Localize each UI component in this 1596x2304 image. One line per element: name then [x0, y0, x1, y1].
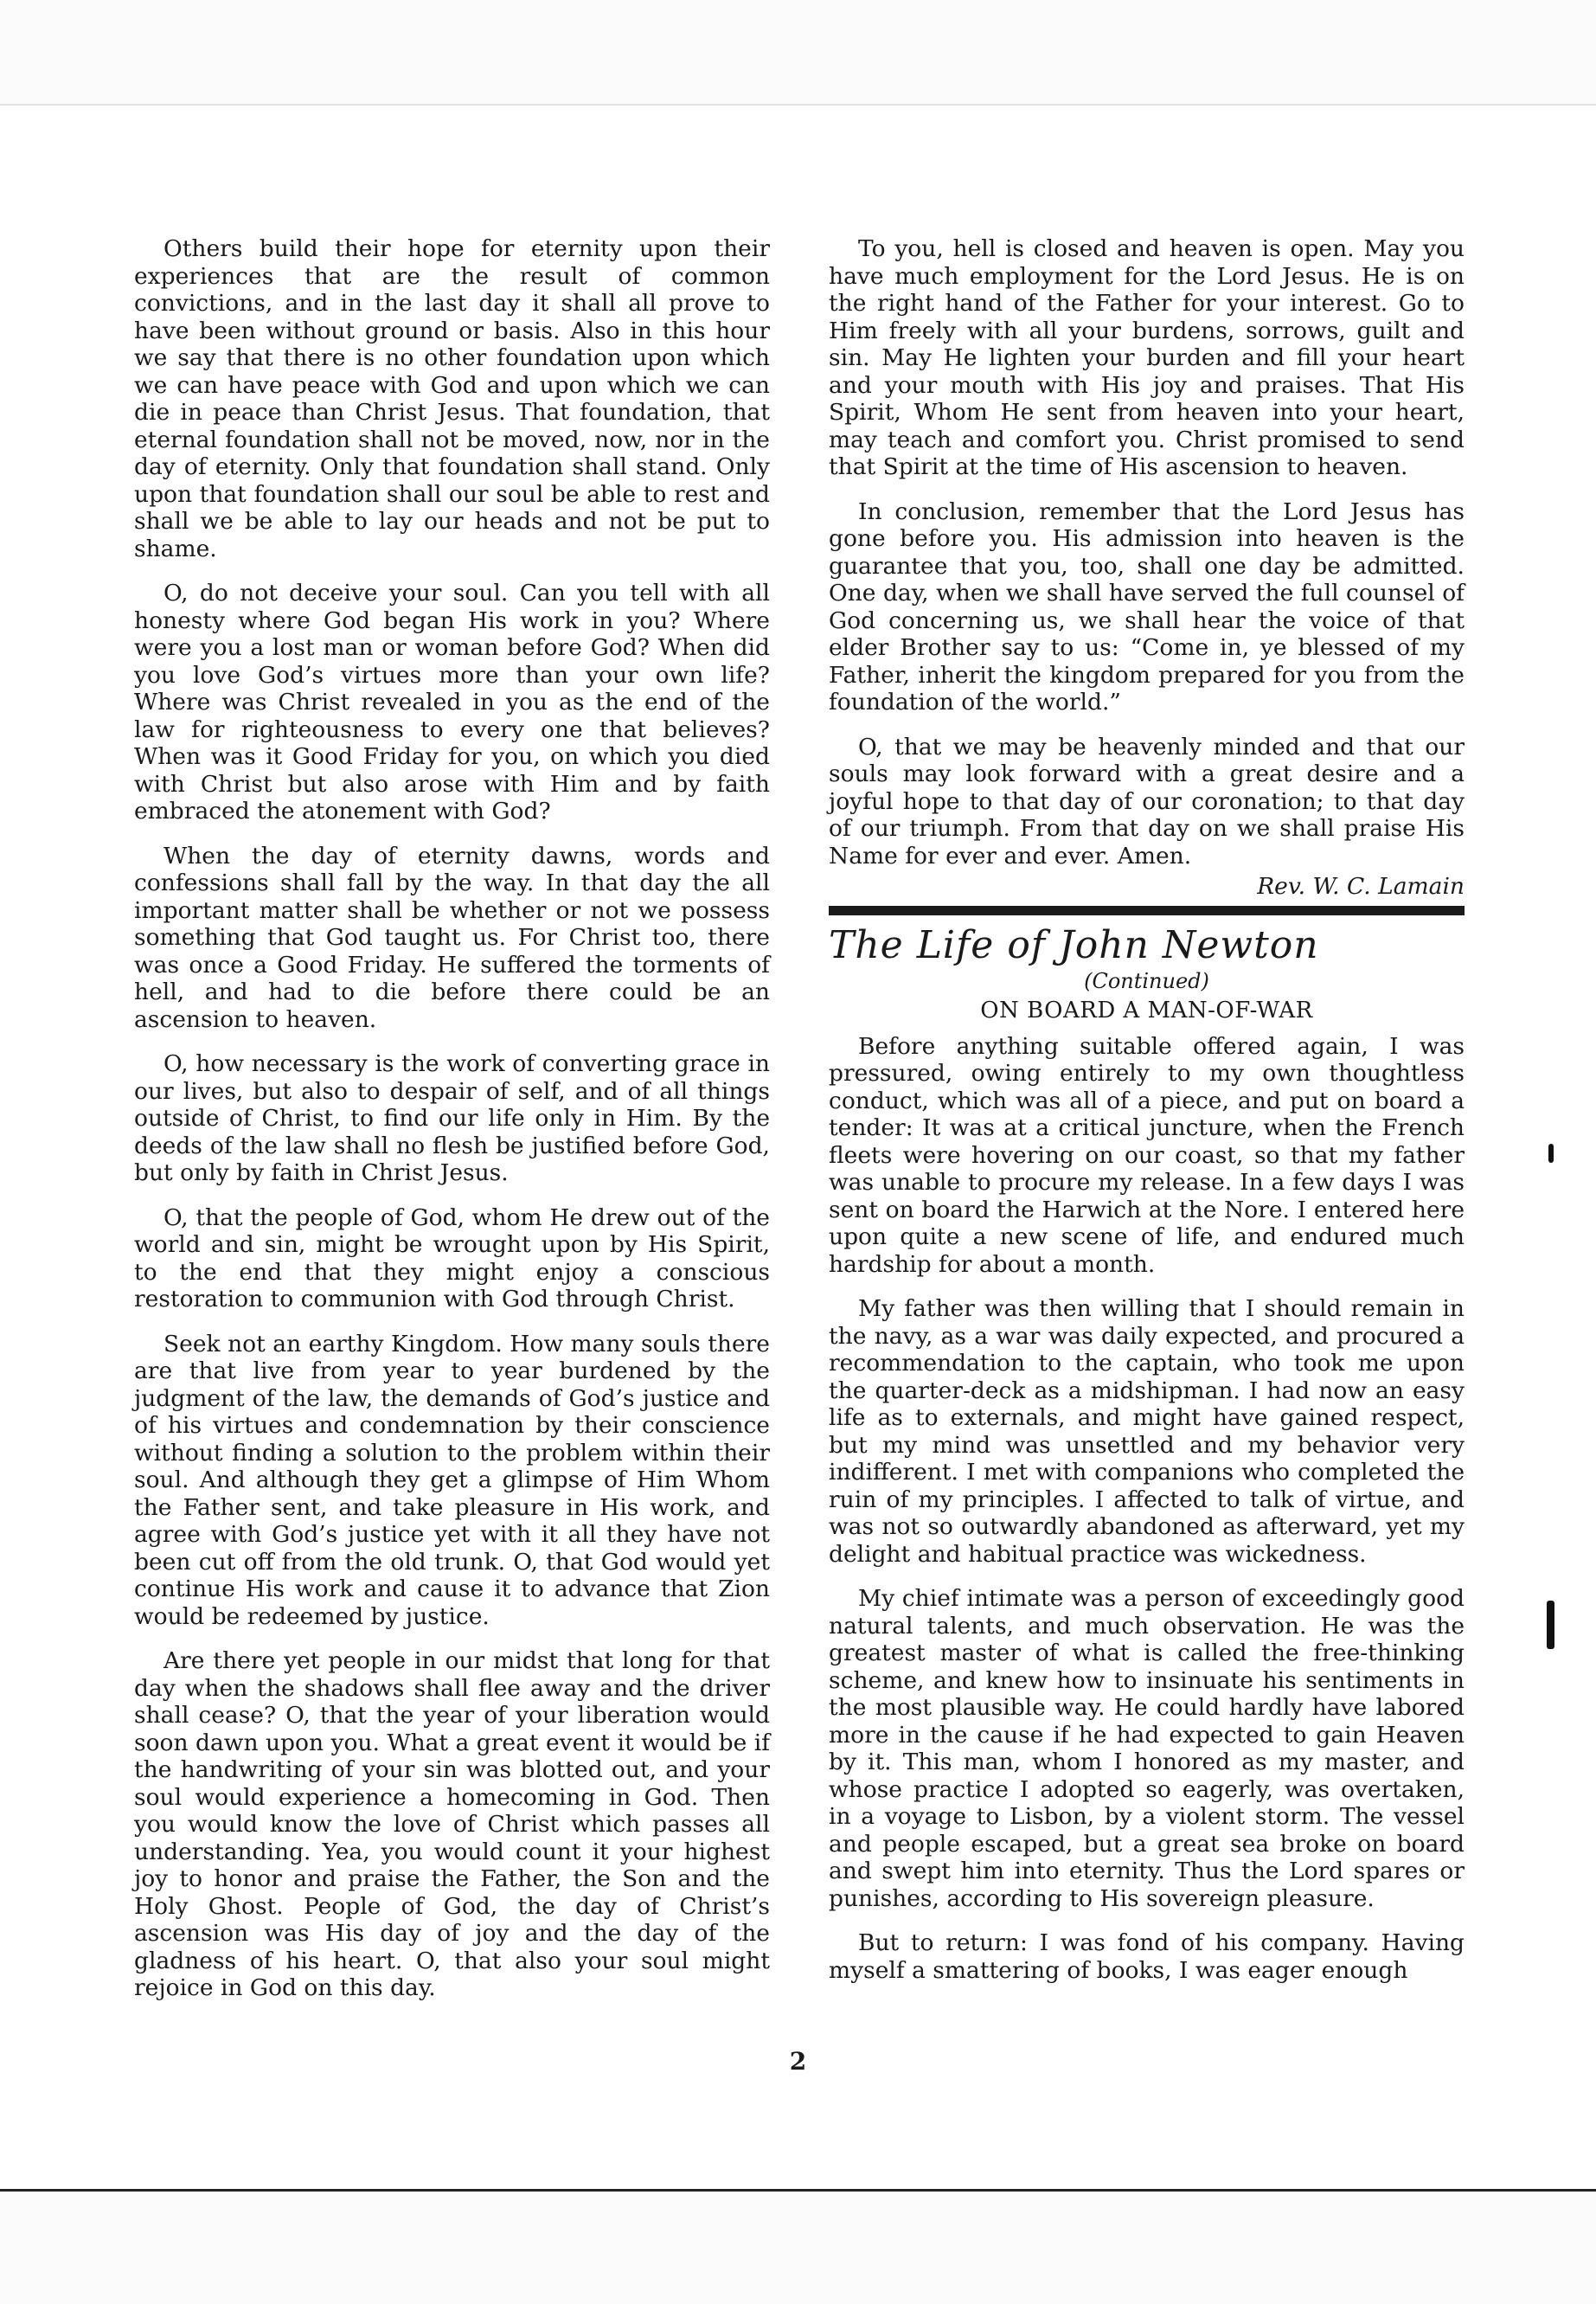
scan-top-margin: [0, 0, 1596, 106]
paragraph: Before anything suitable offered again, I was pressured, owing entirely to my own thoughtless conduct, which was all of a piece, and put on board a tender: It was at a critical juncture, when the French fleets were hovering on our coast, so that my father was unable to procure my release. In a few days I was sent on board the Harwich at the Nore. I entered here upon quite a new scene of life, and endured much hardship for about a month.: [829, 1032, 1465, 1278]
paragraph: My chief intimate was a person of exceedingly good natural talents, and much observation. He was the greatest master of what is called the free-thinking scheme, and knew how to insinuate his sentiments in the most plausible way. He could hardly have labored more in the cause if he had expected to gain Heaven by it. This man, whom I honored as my master, and whose practice I adopted so eagerly, was overtaken, in a voyage to Lisbon, by a violent storm. The vessel and people escaped, but a great sea broke on board and swept him into eternity. Thus the Lord spares or punishes, according to His sovereign pleasure.: [829, 1585, 1465, 1912]
paragraph: O, that the people of God, whom He drew out of the world and sin, might be wrought upon by His Spirit, to the end that they might enjoy a conscious restoration to communion with God through Christ.: [134, 1203, 770, 1312]
paragraph: O, that we may be heavenly minded and that our souls may look forward with a great desire and a joyful hope to that day of our coronation; to that day of our triumph. From that day on we shall praise His Name for ever and ever. Amen.: [829, 733, 1465, 870]
paragraph: Others build their hope for eternity upon their experiences that are the result of common convictions, and in the last day it shall all prove to have been without ground or basis. Also in this hour we say that there is no other foundation upon which we can have peace with God and upon which we can die in peace than Christ Jesus. That foundation, that eternal foundation shall not be moved, now, nor in the day of eternity. Only that foundation shall stand. Only upon that foundation shall our soul be able to rest and shall we be able to lay our heads and not be put to shame.: [134, 235, 770, 562]
scan-bottom-margin: [0, 2189, 1596, 2304]
page-number: 2: [789, 2047, 807, 2076]
paragraph: Are there yet people in our midst that long for that day when the shadows shall flee away and the driver shall cease? O, that the year of your liberation would soon dawn upon you. What a great event it would be if the handwriting of your sin was blotted out, and your soul would experience a homecoming in God. Then you would know the love of Christ which passes all understanding. Yea, you would count it your highest joy to honor and praise the Father, the Son and the Holy Ghost. People of God, the day of Christ’s ascension was His day of joy and the day of the gladness of his heart. O, that also your soul might rejoice in God on this day.: [134, 1647, 770, 2001]
left-column: [134, 235, 770, 2019]
paragraph: But to return: I was fond of his company. Having myself a smattering of books, I was eager enough: [829, 1929, 1465, 1984]
scan-artifact-mark: [1548, 1144, 1554, 1163]
scan-artifact-mark: [1547, 1601, 1554, 1649]
paragraph: O, do not deceive your soul. Can you tell with all honesty where God began His work in you? Where were you a lost man or woman before God? When did you love God’s virtues more than your own life? Where was Christ revealed in you as the end of the law for righteousness to every one that believes? When was it Good Friday for you, on which you died with Christ but also arose with Him and by faith embraced the atonement with God?: [134, 580, 770, 825]
paragraph: To you, hell is closed and heaven is open. May you have much employment for the Lord Jesus. He is on the right hand of the Father for your interest. Go to Him freely with all your burdens, sorrows, guilt and sin. May He lighten your burden and fill your heart and your mouth with His joy and praises. That His Spirit, Whom He sent from heaven into your heart, may teach and comfort you. Christ promised to send that Spirit at the time of His ascension to heaven.: [829, 235, 1465, 480]
right-column: [829, 235, 1465, 2001]
continued-note: (Continued): [1084, 968, 1209, 993]
article-subheading: ON BOARD A MAN-OF-WAR: [980, 997, 1313, 1024]
paragraph: When the day of eternity dawns, words and confessions shall fall by the way. In that day the all important matter shall be whether or not we possess something that God taught us. For Christ too, there was once a Good Friday. He suffered the torments of hell, and had to die before there could be an ascension to heaven.: [134, 842, 770, 1033]
paragraph: O, how necessary is the work of converting grace in our lives, but also to despair of self, and of all things outside of Christ, to find our life only in Him. By the deeds of the law shall no flesh be justified before God, but only by faith in Christ Jesus.: [134, 1050, 770, 1186]
paragraph: In conclusion, remember that the Lord Jesus has gone before you. His admission into heaven is the guarantee that you, too, shall one day be admitted. One day, when we shall have served the full counsel of God concerning us, we shall hear the voice of that elder Brother say to us: “Come in, ye blessed of my Father, inherit the kingdom prepared for you from the foundation of the world.”: [829, 497, 1465, 716]
paragraph: My father was then willing that I should remain in the navy, as a war was daily expected, and procured a recommendation to the captain, who took me upon the quarter-deck as a midshipman. I had now an easy life as to externals, and might have gained respect, but my mind was unsettled and my behavior very indifferent. I met with companions who completed the ruin of my principles. I affected to talk of virtue, and was not so outwardly abandoned as afterward, yet my delight and habitual practice was wickedness.: [829, 1295, 1465, 1568]
article-title: The Life of John Newton: [829, 922, 1319, 967]
paragraph: Seek not an earthy Kingdom. How many souls there are that live from year to year burdened by the judgment of the law, the demands of God’s justice and of his virtues and condemnation by their conscience without finding a solution to the problem within their soul. And although they get a glimpse of Him Whom the Father sent, and take pleasure in His work, and agree with God’s justice yet with it all they have not been cut off from the old trunk. O, that God would yet continue His work and cause it to advance that Zion would be redeemed by justice.: [134, 1330, 770, 1630]
author-signature: Rev. W. C. Lamain: [1257, 873, 1465, 900]
section-divider: [829, 906, 1465, 915]
